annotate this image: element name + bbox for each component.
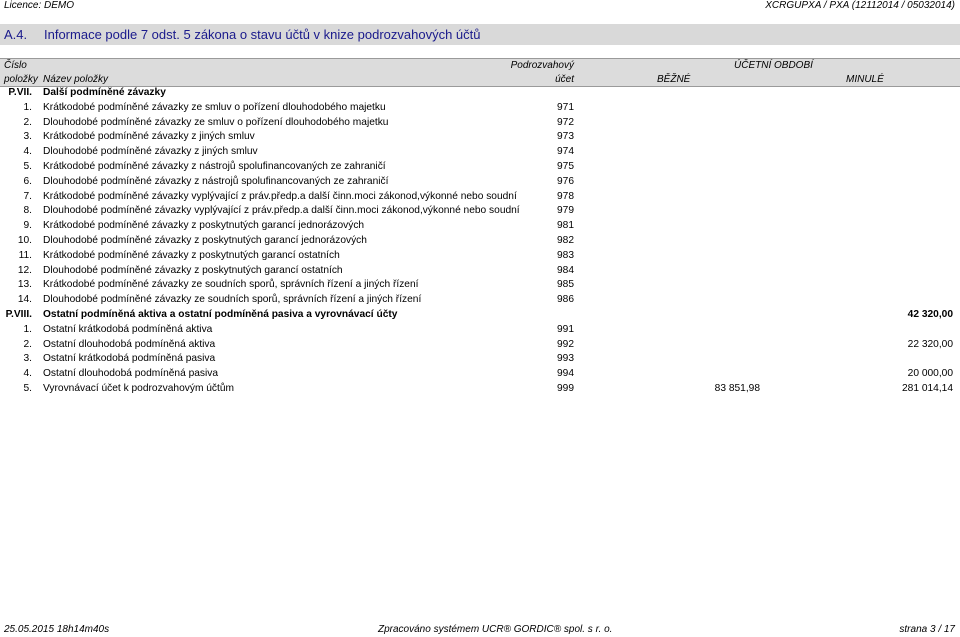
section-row <box>0 86 960 101</box>
item-name: Krátkodobé podmíněné závazky z nástrojů spolufinancovaných ze zahraničí <box>43 160 386 172</box>
account-number: 992 <box>557 338 574 350</box>
item-name: Dlouhodobé podmíněné závazky z poskytnutých garancí jednorázových <box>43 234 367 246</box>
col-current: BĚŽNÉ <box>657 74 691 85</box>
previous-value: 281 014,14 <box>902 382 953 394</box>
item-name: Krátkodobé podmíněné závazky z poskytnutých garancí ostatních <box>43 249 340 261</box>
item-name: Krátkodobé podmíněné závazky ze smluv o pořízení dlouhodobého majetku <box>43 101 386 113</box>
table-row <box>0 204 960 219</box>
footer <box>0 624 960 636</box>
account-number: 985 <box>557 279 574 291</box>
account-number: 986 <box>557 294 574 306</box>
item-name: Vyrovnávací účet k podrozvahovým účtům <box>43 382 235 394</box>
item-code: 6. <box>23 175 32 187</box>
account-number: 999 <box>557 382 574 394</box>
account-number: 976 <box>557 175 574 187</box>
item-name: Dlouhodobé podmíněné závazky z nástrojů spolufinancovaných ze zahraničí <box>43 175 389 187</box>
item-code: 9. <box>23 220 32 232</box>
table-row <box>0 219 960 234</box>
item-code: P.VII. <box>8 87 32 98</box>
item-name: Krátkodobé podmíněné závazky z poskytnutých garancí jednorázových <box>43 220 365 232</box>
section-row <box>0 308 960 323</box>
item-code: 8. <box>23 205 32 217</box>
table-row <box>0 116 960 131</box>
item-code: 4. <box>23 146 32 158</box>
table-row <box>0 338 960 353</box>
account-number: 984 <box>557 264 574 276</box>
item-name: Dlouhodobé podmíněné závazky ze smluv o pořízení dlouhodobého majetku <box>43 116 389 128</box>
footer-timestamp: 25.05.2015 18h14m40s <box>4 624 110 635</box>
report-code: XCRGUPXA / PXA (12112014 / 05032014) <box>765 0 955 11</box>
section-number: A.4. <box>4 27 28 42</box>
account-number: 973 <box>557 131 574 143</box>
item-code: 7. <box>23 190 32 202</box>
table-row <box>0 367 960 382</box>
item-code: 4. <box>23 368 32 380</box>
table-row <box>0 234 960 249</box>
table-row <box>0 382 960 397</box>
section-title-bar <box>0 24 960 45</box>
item-code: 11. <box>18 249 32 261</box>
item-name: Ostatní dlouhodobá podmíněná aktiva <box>43 338 216 350</box>
item-name: Dlouhodobé podmíněné závazky ze soudních sporů, správních řízení a jiných řízení <box>43 294 422 306</box>
table-row <box>0 323 960 338</box>
account-number: 981 <box>557 220 574 232</box>
table-header <box>0 58 960 87</box>
account-number: 971 <box>557 101 574 113</box>
table-row <box>0 264 960 279</box>
item-code: 3. <box>23 353 32 365</box>
account-number: 991 <box>557 323 574 335</box>
item-name: Ostatní podmíněná aktiva a ostatní podmíněná pasiva a vyrovnávací účty <box>43 308 398 320</box>
table-row <box>0 352 960 367</box>
previous-value: 20 000,00 <box>907 368 953 380</box>
account-number: 979 <box>557 205 574 217</box>
col-code-top: Číslo <box>4 60 27 71</box>
item-name: Dlouhodobé podmíněné závazky z jiných smluv <box>43 146 258 158</box>
item-code: 3. <box>23 131 32 143</box>
item-code: P.VIII. <box>5 308 32 320</box>
item-name: Dlouhodobé podmíněné závazky vyplývající z práv.předp.a další činn.moci zákonod,výkonné nebo soudní <box>43 205 520 217</box>
item-name: Ostatní dlouhodobá podmíněná pasiva <box>43 368 219 380</box>
col-period: ÚČETNÍ OBDOBÍ <box>734 60 813 71</box>
license-label: Licence: DEMO <box>4 0 75 11</box>
item-code: 1. <box>23 323 32 335</box>
item-name: Krátkodobé podmíněné závazky z jiných smluv <box>43 131 255 143</box>
item-name: Další podmíněné závazky <box>43 87 166 98</box>
item-code: 1. <box>23 101 32 113</box>
table-row <box>0 293 960 308</box>
previous-value: 42 320,00 <box>907 308 953 320</box>
col-code-bottom: položky <box>4 74 38 85</box>
table-row <box>0 175 960 190</box>
item-code: 5. <box>23 382 32 394</box>
account-number: 974 <box>557 146 574 158</box>
account-number: 982 <box>557 234 574 246</box>
col-acct-bottom: účet <box>555 74 574 85</box>
table-row <box>0 278 960 293</box>
table-row <box>0 160 960 175</box>
account-number: 983 <box>557 249 574 261</box>
item-name: Krátkodobé podmíněné závazky ze soudních sporů, správních řízení a jiných řízení <box>43 279 419 291</box>
account-number: 994 <box>557 368 574 380</box>
col-previous: MINULÉ <box>846 74 884 85</box>
item-code: 12. <box>17 264 32 276</box>
table-row <box>0 190 960 205</box>
item-name: Ostatní krátkodobá podmíněná aktiva <box>43 323 213 335</box>
section-title: Informace podle 7 odst. 5 zákona o stavu účtů v knize podrozvahových účtů <box>44 27 481 42</box>
item-code: 2. <box>23 116 32 128</box>
account-number: 975 <box>557 160 574 172</box>
col-acct-top: Podrozvahový <box>510 60 574 71</box>
item-name: Krátkodobé podmíněné závazky vyplývající z práv.předp.a další činn.moci zákonod,výkonné nebo soudní <box>43 190 517 202</box>
table-row <box>0 145 960 160</box>
item-code: 13. <box>17 279 32 291</box>
table-body <box>0 86 960 397</box>
item-code: 5. <box>23 160 32 172</box>
account-number: 978 <box>557 190 574 202</box>
item-code: 10. <box>17 234 32 246</box>
item-code: 14. <box>17 294 32 306</box>
previous-value: 22 320,00 <box>907 338 953 350</box>
account-number: 972 <box>557 116 574 128</box>
top-bar <box>0 0 960 12</box>
table-row <box>0 101 960 116</box>
item-name: Ostatní krátkodobá podmíněná pasiva <box>43 353 216 365</box>
item-name: Dlouhodobé podmíněné závazky z poskytnutých garancí ostatních <box>43 264 343 276</box>
footer-page: strana 3 / 17 <box>899 624 955 635</box>
footer-system: Zpracováno systémem UCR® GORDIC® spol. s r. o. <box>378 624 613 635</box>
col-name: Název položky <box>43 74 109 85</box>
account-number: 993 <box>557 353 574 365</box>
item-code: 2. <box>23 338 32 350</box>
table-row <box>0 249 960 264</box>
current-value: 83 851,98 <box>714 382 760 394</box>
table-row <box>0 130 960 145</box>
